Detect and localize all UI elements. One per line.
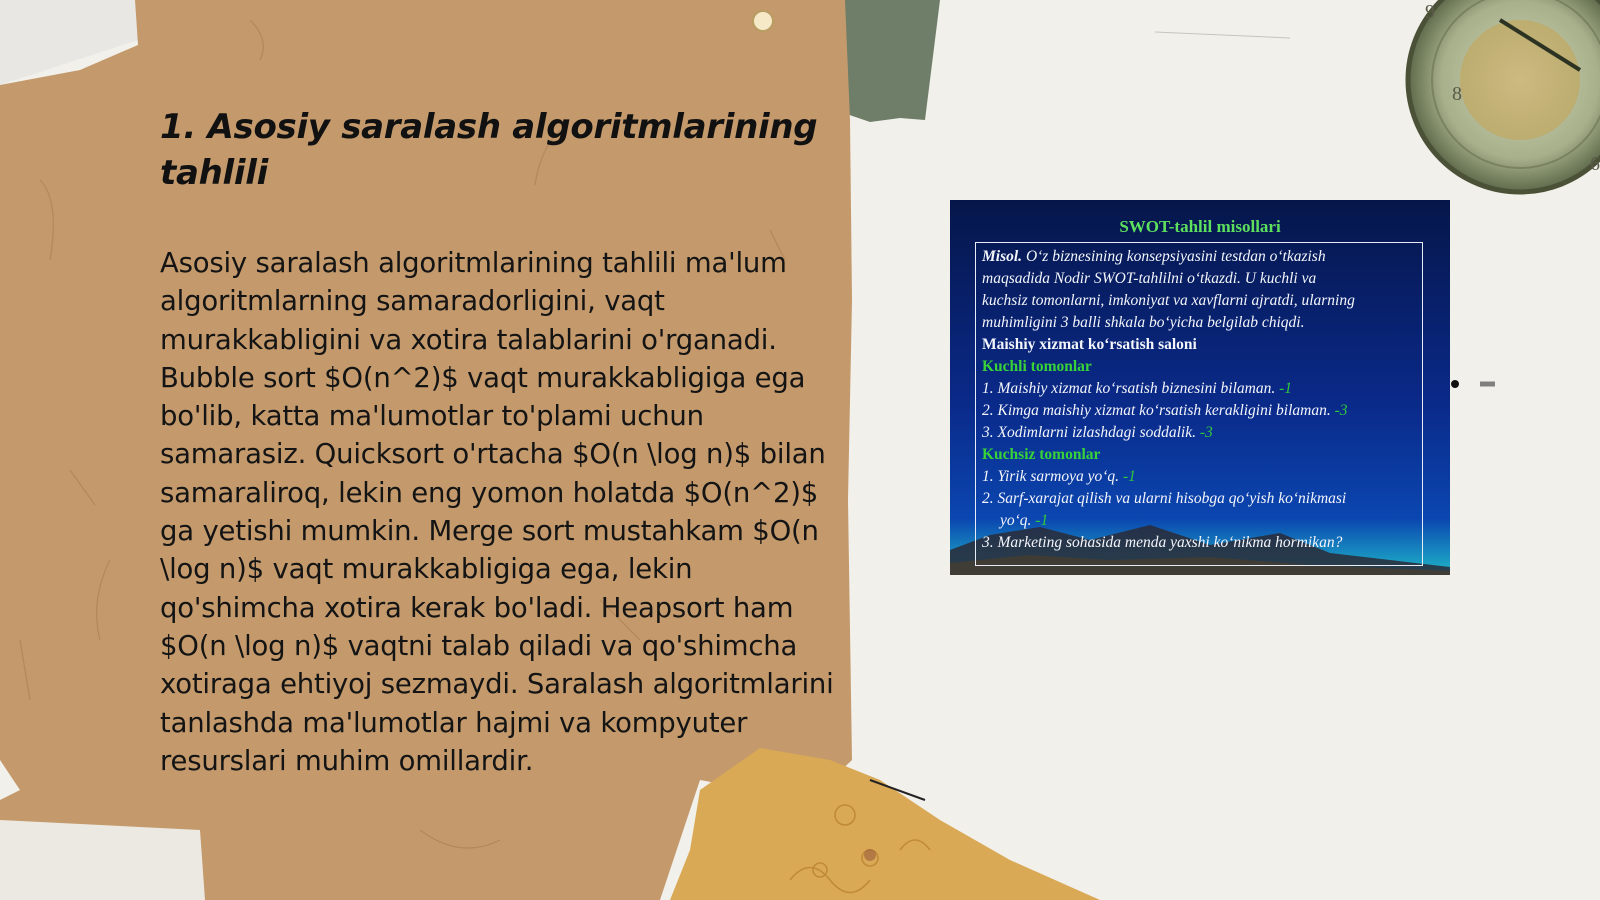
pin-icon — [753, 11, 773, 31]
swot-title: SWOT-tahlil misollari — [1119, 217, 1281, 236]
swot-item-score: -1 — [1279, 380, 1292, 397]
swot-item-text: 2. Sarf-xarajat qilish va ularni hisobga qo‘yish ko‘nikmasi — [982, 490, 1347, 507]
swot-weak-item — [982, 532, 1428, 554]
swot-strong-heading: Kuchli tomonlar — [982, 358, 1092, 375]
svg-text:8: 8 — [1452, 83, 1462, 105]
swot-item-text: 3. Marketing sohasida menda yaxshi ko‘nikma hormikan? — [982, 534, 1343, 551]
swot-misol-text: O‘z biznesining konsepsiyasini testdan o‘tkazish — [1025, 248, 1326, 265]
swot-misol-line4: muhimligini 3 balli shkala bo‘yicha belgilab chiqdi. — [982, 314, 1305, 331]
swot-item-score: -1 — [1035, 512, 1049, 529]
swot-item-score: -1 — [1122, 468, 1136, 485]
swot-item-text: yo‘q. — [1000, 512, 1032, 529]
swot-strong-item — [982, 400, 1428, 422]
svg-text:9: 9 — [1425, 1, 1435, 23]
swot-item-text: 2. Kimga maishiy xizmat ko‘rsatish kerakligini bilaman. — [982, 402, 1331, 419]
swot-strong-item — [982, 378, 1428, 400]
swot-misol-label: Misol. — [982, 248, 1023, 265]
swot-item-score: -3 — [1199, 424, 1213, 441]
swot-item-text: 1. Maishiy xizmat ko‘rsatish biznesini bilaman. — [982, 380, 1276, 397]
svg-text:6: 6 — [1590, 153, 1600, 175]
swot-item-score: -3 — [1334, 402, 1348, 419]
swot-misol-line3: kuchsiz tomonlarni, imkoniyat va xavflarni ajratdi, ularning — [982, 292, 1355, 309]
swot-weak-item — [982, 488, 1428, 510]
swot-weak-item — [982, 466, 1428, 488]
swot-misol-line2: maqsadida Nodir SWOT-tahlilni o‘tkazdi. U kuchli va — [982, 270, 1317, 287]
swot-strong-item — [982, 422, 1428, 444]
swot-item-text: 3. Xodimlarni izlashdagi soddalik. — [982, 424, 1196, 441]
swot-image — [950, 200, 1450, 575]
swot-weak-heading: Kuchsiz tomonlar — [982, 446, 1101, 463]
swot-weak-item — [1000, 510, 1446, 532]
swot-misol-line1 — [982, 246, 1428, 268]
clock-icon — [1408, 0, 1600, 192]
slide-body-text: Asosiy saralash algoritmlarining tahlili ma'lum algoritmlarning samaradorligini, vaqt murakkabligini va xotira talablarini o'rganadi. Bubble sort $O(n^2)$ vaqt murakkabligiga ega bo'lib, katta ma'lumotlar to'plami uchun samarasiz. Quicksort o'rtacha $O(n \log n)$ bilan samaraliroq, lekin eng yomon holatda $O(n^2)$ ga yetishi mumkin. Merge sort mustahkam $O(n \log n)$ vaqt murakkabligiga ega, lekin qo'shimcha xotira kerak bo'ladi. Heapsort ham $O(n \log n)$ vaqtni talab qiladi va qo'shimcha xotiraga ehtiyoj sezmaydi. Saralash algoritmlarini tanlashda ma'lumotlar hajmi va kompyuter resurslari muhim omillardir. — [160, 247, 834, 777]
slide-title: 1. Asosiy saralash algoritmlarining tahlili — [160, 107, 818, 193]
swot-item-text: 1. Yirik sarmoya yo‘q. — [982, 468, 1120, 485]
swot-salon: Maishiy xizmat ko‘rsatish saloni — [982, 336, 1197, 353]
